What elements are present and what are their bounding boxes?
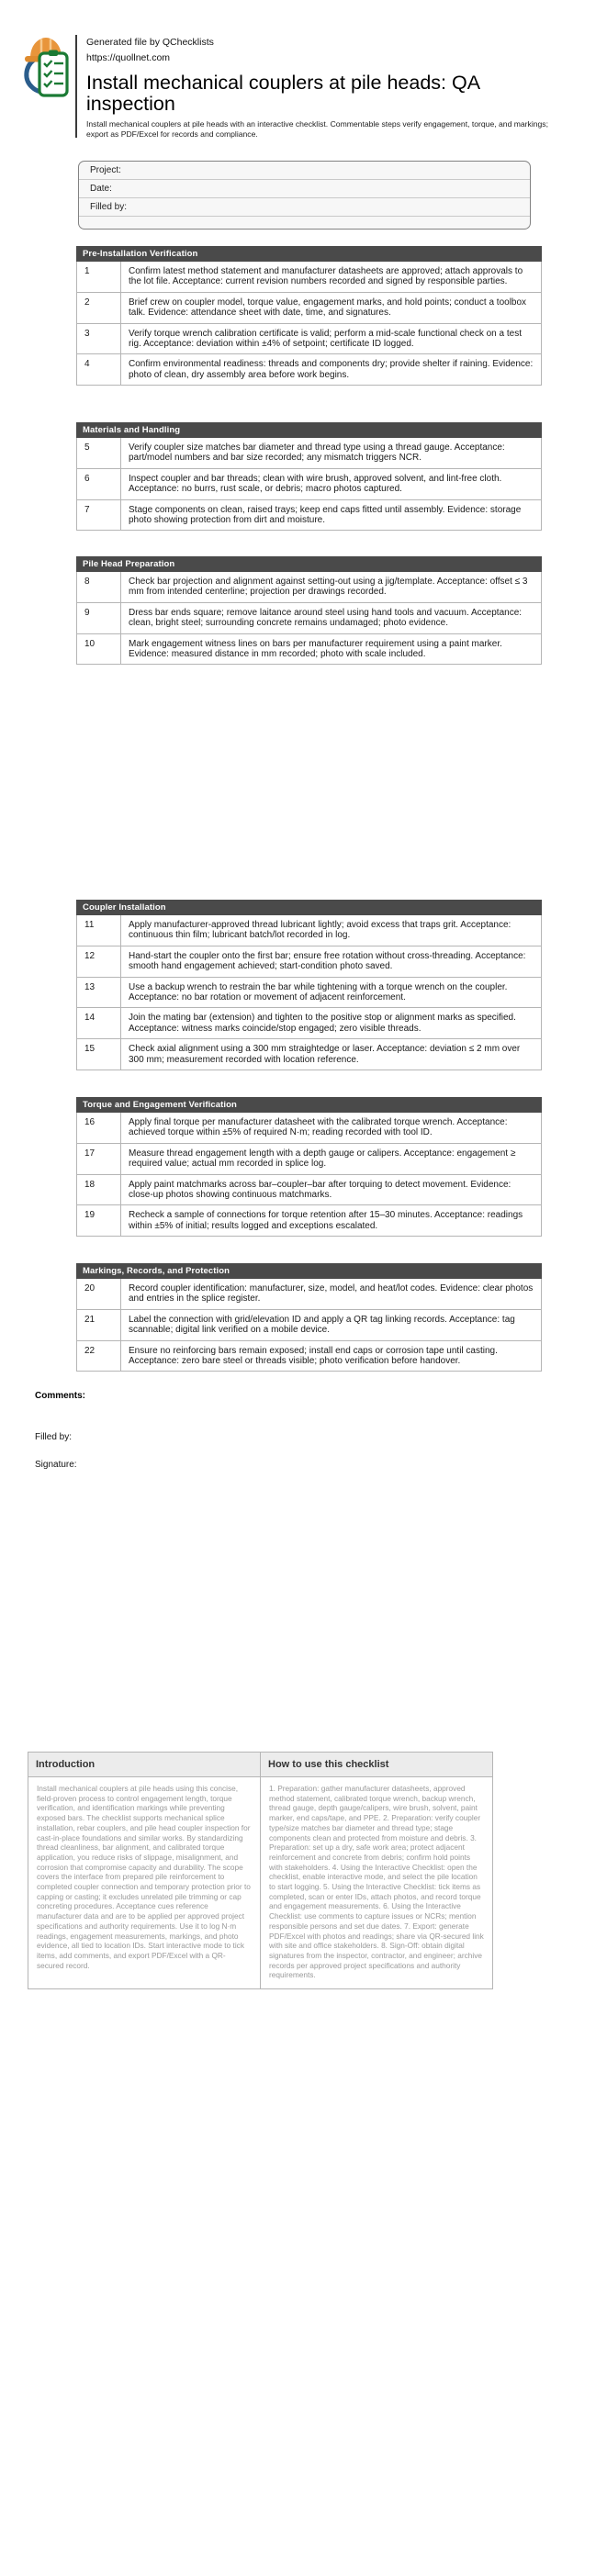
item-number: 9 xyxy=(77,603,121,633)
item-number: 13 xyxy=(77,978,121,1008)
checklist-section xyxy=(76,1263,542,1372)
item-text: Label the connection with grid/elevation ID and apply a QR tag linking records. Acceptance: tag scannable; digital link verified on a mobile device. xyxy=(129,1314,515,1336)
section-rows xyxy=(76,1113,542,1237)
item-text: Verify torque wrench calibration certificate is valid; perform a mid-scale functional check on a test rig. Acceptance: deviation within ±4% of setpoint; certificate ID logged. xyxy=(129,328,522,350)
item-number: 20 xyxy=(77,1279,121,1309)
item-number: 1 xyxy=(77,262,121,292)
section-rows xyxy=(76,438,542,531)
checklist-row xyxy=(77,353,541,385)
checklist-row xyxy=(77,262,541,292)
checklist-row xyxy=(77,633,541,665)
checklist-row xyxy=(77,1113,541,1143)
section-rows xyxy=(76,915,542,1070)
form-field-label: Filled by: xyxy=(90,202,128,212)
item-text: Check bar projection and alignment against setting-out using a jig/template. Acceptance: offset ≤ 3 mm from intended centerline; projection per drawings recorded. xyxy=(129,577,528,598)
item-number: 15 xyxy=(77,1039,121,1070)
filled-by-label: Filled by: xyxy=(35,1432,73,1442)
item-number: 2 xyxy=(77,293,121,323)
item-number: 19 xyxy=(77,1205,121,1236)
checklist-section xyxy=(76,900,542,1070)
checklist-row xyxy=(77,946,541,977)
info-column-introduction xyxy=(28,1753,261,1988)
checklist-row xyxy=(77,1309,541,1340)
checklist-row xyxy=(77,438,541,468)
item-text: Mark engagement witness lines on bars per manufacturer requirement using a paint marker. Evidence: measured distance in mm recorded; photo with scale included. xyxy=(129,638,502,660)
item-number: 16 xyxy=(77,1113,121,1143)
item-number: 11 xyxy=(77,915,121,946)
comments-label: Comments: xyxy=(35,1391,86,1401)
checklist-row xyxy=(77,1007,541,1038)
checklist-row xyxy=(77,602,541,633)
checklist-row xyxy=(77,1143,541,1174)
item-number: 7 xyxy=(77,500,121,531)
item-text: Apply final torque per manufacturer datasheet with the calibrated torque wrench. Acceptance: achieved torque within ±5% of required N·m; reading recorded with tool ID. xyxy=(129,1117,508,1138)
item-number: 4 xyxy=(77,354,121,385)
section-header: Markings, Records, and Protection xyxy=(76,1263,542,1279)
item-text: Measure thread engagement length with a depth gauge or calipers. Acceptance: engagement ≥ required value; actual mm recorded in splice log. xyxy=(129,1148,516,1170)
info-header: Introduction xyxy=(28,1753,260,1777)
item-number: 6 xyxy=(77,469,121,499)
checklist-row xyxy=(77,572,541,602)
item-text: Record coupler identification: manufacturer, size, model, and heat/lot codes. Evidence: clear photos and entries in the splice register. xyxy=(129,1283,534,1305)
item-text: Verify coupler size matches bar diameter and thread type using a thread gauge. Acceptance: part/model numbers and bar size recorded; any mismatch triggers NCR. xyxy=(129,442,505,464)
item-text: Use a backup wrench to restrain the bar while tightening with a torque wrench on the coupler. Acceptance: no bar rotation or movement of adjacent reinforcement. xyxy=(129,981,508,1003)
checklist-row xyxy=(77,292,541,323)
checklist-row xyxy=(77,1340,541,1372)
item-text: Confirm latest method statement and manufacturer datasheets are approved; attach approvals to the lot file. Acceptance: current revision numbers recorded and signed by responsible parties. xyxy=(129,266,523,287)
section-rows xyxy=(76,572,542,665)
checklist-section xyxy=(76,422,542,531)
info-column-how-to-use xyxy=(261,1753,492,1988)
checklist-row xyxy=(77,499,541,531)
site-url[interactable]: https://quollnet.com xyxy=(86,52,171,63)
doc-header xyxy=(86,37,549,140)
form-row xyxy=(79,162,530,180)
item-text: Join the mating bar (extension) and tighten to the positive stop or alignment marks as specified. Acceptance: witness marks coincide/stop engaged; zero visible threads. xyxy=(129,1013,516,1034)
checklist-row xyxy=(77,1038,541,1070)
section-header: Pre-Installation Verification xyxy=(76,246,542,262)
item-number: 8 xyxy=(77,572,121,602)
signature-label: Signature: xyxy=(35,1460,77,1470)
checklist-section xyxy=(76,246,542,386)
item-text: Inspect coupler and bar threads; clean with wire brush, approved solvent, and lint-free cloth. Acceptance: no burrs, rust scale, or debris; macro photos captured. xyxy=(129,473,502,495)
item-text: Ensure no reinforcing bars remain exposed; install end caps or corrosion tape until casting. Acceptance: zero bare steel or threads visible; photo verification before handover. xyxy=(129,1345,498,1367)
header-divider xyxy=(75,35,77,138)
info-header: How to use this checklist xyxy=(261,1753,492,1777)
checklist-row xyxy=(77,1279,541,1309)
info-body: Install mechanical couplers at pile heads using this concise, field-proven process to control engagement length, torque verification, and identification markings while preventing exposed bars. The checklist supports mechanical splice installation, rebar couplers, and pile head coupler inspection for cast-in-place foundations and similar works. By standardizing thread cleanliness, bar alignment, and calibrated torque application, you reduce risks of slippage, misalignment, and corrosion that compromise capacity and durability. The scope covers the interface from prepared pile reinforcement to completed coupler connection and temporary protection prior to capping or casting; it excludes unrelated pile trimming or cap concreting procedures. Acceptance cues reference manufacturer data and are to be applied per approved project specifications and authority requirements. Use it to log N·m readings, engagement measurements, markings, and photo evidence, all tied to location IDs. Start interactive mode to tick items, add comments, and export PDF/Excel with a QR-secured record. xyxy=(37,1784,251,1970)
form-row xyxy=(79,180,530,198)
form-field-label: Date: xyxy=(90,184,112,194)
item-text: Confirm environmental readiness: threads and components dry; provide shelter if raining. Evidence: photo of clean, dry assembly area before work begins. xyxy=(129,359,534,380)
item-number: 5 xyxy=(77,438,121,468)
item-text: Apply paint matchmarks across bar–coupler–bar after torquing to detect movement. Evidence: close-up photos showing continuous matchmarks. xyxy=(129,1179,511,1201)
checklist-row xyxy=(77,977,541,1008)
form-box xyxy=(78,161,531,230)
item-text: Hand-start the coupler onto the first bar; ensure free rotation without cross-threading. Acceptance: smooth hand engagement achieved; start-condition photo saved. xyxy=(129,950,526,972)
item-text: Stage components on clean, raised trays; keep end caps fitted until assembly. Evidence: storage photo showing protection from dirt and moisture. xyxy=(129,504,522,526)
item-text: Brief crew on coupler model, torque value, engagement marks, and hold points; conduct a toolbox talk. Evidence: attendance sheet with date, time, and signatures. xyxy=(129,297,527,319)
info-block xyxy=(28,1752,493,1989)
item-number: 22 xyxy=(77,1341,121,1372)
clipboard-icon xyxy=(39,50,67,96)
page-title: Install mechanical couplers at pile heads: QA inspection xyxy=(86,72,479,115)
checklist-row xyxy=(77,1204,541,1236)
section-header: Coupler Installation xyxy=(76,900,542,915)
info-body: 1. Preparation: gather manufacturer datasheets, approved method statement, calibrated torque wrench, backup wrench, thread gauge, depth gauge/calipers, wire brush, solvent, paint marker, end caps/tape, and PPE. 2. Preparation: verify coupler type/size matches bar diameter and thread type; stage components clean and protected from moisture and debris. 3. Preparation: set up a dry, safe work area; protect adjacent reinforcement and concrete from debris; confirm hold points with stakeholders. 4. Using the Interactive Checklist: open the checklist, enable interactive mode, and select the pile location to start logging. 5. Using the Interactive Checklist: tick items as completed, scan or enter IDs, attach photos, and record torque and engagement measurements. 6. Using the Interactive Checklist: use comments to capture issues or NCRs; mention responsible persons and set due dates. 7. Export: generate PDF/Excel with photos and readings; share via QR-secured link with site and office stakeholders. 8. Sign-Off: obtain digital signatures from the inspector, contractor, and engineer; archive records per approved project specifications and authority requirements. xyxy=(269,1784,484,1980)
checklist-section xyxy=(76,1097,542,1237)
section-header: Materials and Handling xyxy=(76,422,542,438)
item-text: Recheck a sample of connections for torque retention after 15–30 minutes. Acceptance: readings within ±5% of initial; results logged and exceptions escalated. xyxy=(129,1210,523,1231)
section-rows xyxy=(76,262,542,386)
section-header: Torque and Engagement Verification xyxy=(76,1097,542,1113)
item-number: 17 xyxy=(77,1144,121,1174)
checklist-row xyxy=(77,1174,541,1205)
form-row xyxy=(79,217,530,230)
item-number: 21 xyxy=(77,1310,121,1340)
item-number: 10 xyxy=(77,634,121,665)
item-text: Apply manufacturer-approved thread lubricant lightly; avoid excess that traps grit. Acceptance: continuous thin film; lubricant batch/lot recorded in log. xyxy=(129,920,511,941)
checklist-section xyxy=(76,556,542,665)
checklist-row xyxy=(77,915,541,946)
item-number: 3 xyxy=(77,324,121,354)
form-field-label: Project: xyxy=(90,165,121,175)
section-header: Pile Head Preparation xyxy=(76,556,542,572)
checklist-row xyxy=(77,323,541,354)
section-rows xyxy=(76,1279,542,1372)
generated-by-label: Generated file by QChecklists xyxy=(86,37,214,48)
item-number: 14 xyxy=(77,1008,121,1038)
item-text: Check axial alignment using a 300 mm straightedge or laser. Acceptance: deviation ≤ 2 mm over 300 mm; measurement recorded with location reference. xyxy=(129,1044,521,1065)
checklist-row xyxy=(77,468,541,499)
qchecklists-logo xyxy=(23,35,69,99)
page-subtitle: Install mechanical couplers at pile heads with an interactive checklist. Commentable steps verify engagement, torque, and markings; export as PDF/Excel for records and compliance. xyxy=(86,119,548,139)
item-number: 18 xyxy=(77,1175,121,1205)
item-text: Dress bar ends square; remove laitance around steel using hand tools and vacuum. Acceptance: clean, bright steel; surrounding concrete remains undamaged; photo evidence. xyxy=(129,607,523,629)
form-row xyxy=(79,198,530,217)
item-number: 12 xyxy=(77,946,121,977)
